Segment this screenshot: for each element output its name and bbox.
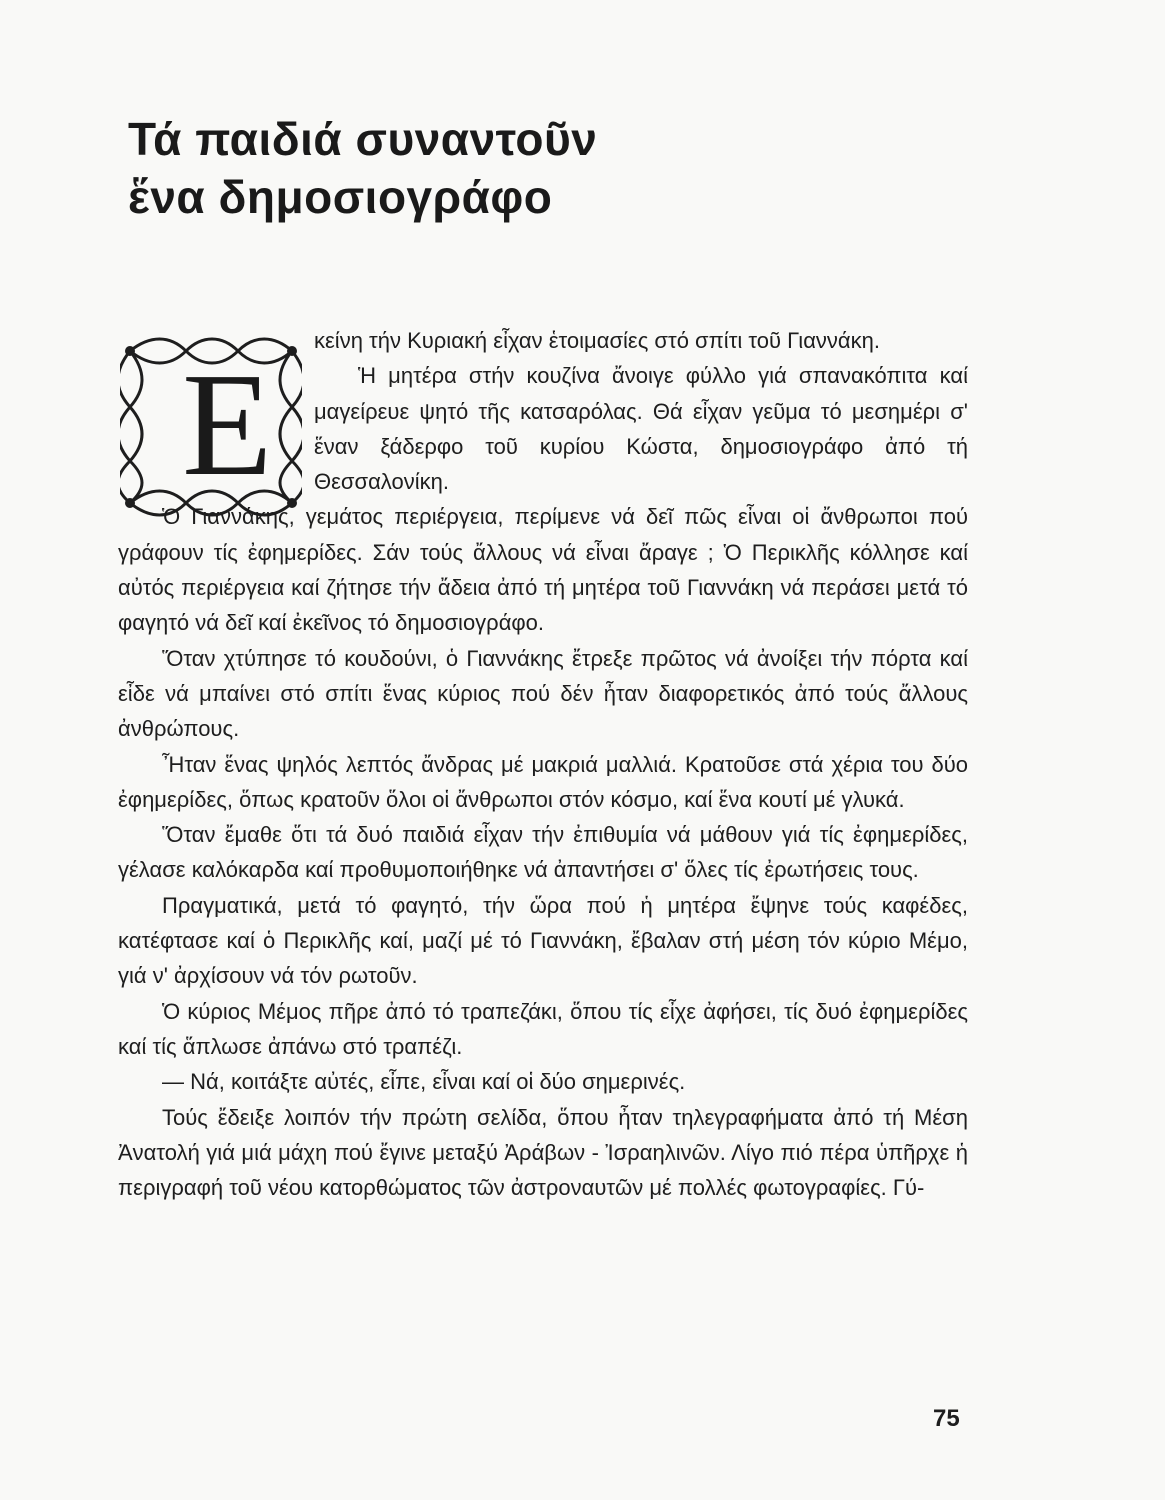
paragraph-2: Ἡ μητέρα στήν κουζίνα ἄνοιγε φύλλο γιά σπανακόπιτα καί μαγείρευε ψητό τῆς κατσαρόλας. Θά εἶχαν γεῦμα τό μεσημέρι σ' ἕναν ξάδερφο τοῦ κυρίου Κώστα, δημοσιογράφο ἀπό τή Θεσσαλονίκη. [314, 363, 968, 495]
paragraph-5: Ἦταν ἕνας ψηλός λεπτός ἄνδρας μέ μακριά μαλλιά. Κρατοῦσε στά χέρια του δύο ἐφημερίδες, ὅπως κρατοῦν ὅλοι οἱ ἄνθρωποι στόν κόσμο, καί ἕνα κουτί μέ γλυκά. [118, 751, 968, 812]
article-body [118, 323, 968, 1205]
paragraph-9: — Νά, κοιτάξτε αὐτές, εἶπε, εἶναι καί οἱ δύο σημερινές. [162, 1069, 686, 1095]
paragraph-4: Ὅταν χτύπησε τό κουδούνι, ὁ Γιαννάκης ἔτρεξε πρῶτος νά ἀνοίξει τήν πόρτα καί εἶδε νά μπαίνει στό σπίτι ἕνας κύριος πού δέν ἦταν διαφορετικός ἀπό τούς ἄλλους ἀνθρώπους. [118, 645, 968, 742]
paragraph-8: Ὁ κύριος Μέμος πῆρε ἀπό τό τραπεζάκι, ὅπου τίς εἶχε ἀφήσει, τίς δυό ἐφημερίδες καί τίς ἅπλωσε ἀπάνω στό τραπέζι. [118, 998, 968, 1059]
paragraph-7: Πραγματικά, μετά τό φαγητό, τήν ὥρα πού ἡ μητέρα ἔψηνε τούς καφέδες, κατέφτασε καί ὁ Περικλῆς καί, μαζί μέ τό Γιαννάκη, ἔβαλαν στή μέση τόν κύριο Μέμο, γιά ν' ἀρχίσουν νά τόν ρωτοῦν. [118, 892, 968, 989]
chapter-title-line-1: Τά παιδιά συναντοῦν [128, 113, 598, 165]
dropcap-letter: Ε [182, 343, 273, 507]
paragraph-6: Ὅταν ἔμαθε ὅτι τά δυό παιδιά εἶχαν τήν ἐπιθυμία νά μάθουν γιά τίς ἐφημερίδες, γέλασε καλόκαρδα καί προθυμοποιήθηκε νά ἀπαντήσει σ' ὅλες τίς ἐρωτήσεις τους. [118, 822, 968, 883]
paragraph-3: Ὁ Γιαννάκης, γεμάτος περιέργεια, περίμενε νά δεῖ πῶς εἶναι οἱ ἄνθρωποι πού γράφουν τίς ἐφημερίδες. Σάν τούς ἄλλους νά εἶναι ἄραγε ; Ὁ Περικλῆς κόλλησε καί αὐτός περιέργεια καί ζήτησε τήν ἄδεια ἀπό τή μητέρα τοῦ Γιαννάκη νά περάσει μετά τό φαγητό νά δεῖ καί ἐκεῖνος τό δημοσιογράφο. [118, 504, 968, 636]
paragraph-1: κείνη τήν Κυριακή εἶχαν ἑτοιμασίες στό σπίτι τοῦ Γιαννάκη. [314, 328, 880, 353]
page-number: 75 [933, 1405, 960, 1432]
paragraph-10: Τούς ἔδειξε λοιπόν τήν πρώτη σελίδα, ὅπου ἦταν τηλεγραφήματα ἀπό τή Μέση Ἀνατολή γιά μιά μάχη πού ἔγινε μεταξύ Ἀράβων - Ἰσραηλινῶν. Λίγο πιό πέρα ὑπῆρχε ἡ περιγραφή τοῦ νέου κατορθώματος τῶν ἀστροναυτῶν μέ πολλές φωτογραφίες. Γύ- [118, 1104, 968, 1201]
chapter-title-line-2: ἕνα δημοσιογράφο [128, 171, 553, 223]
chapter-title [128, 110, 597, 226]
